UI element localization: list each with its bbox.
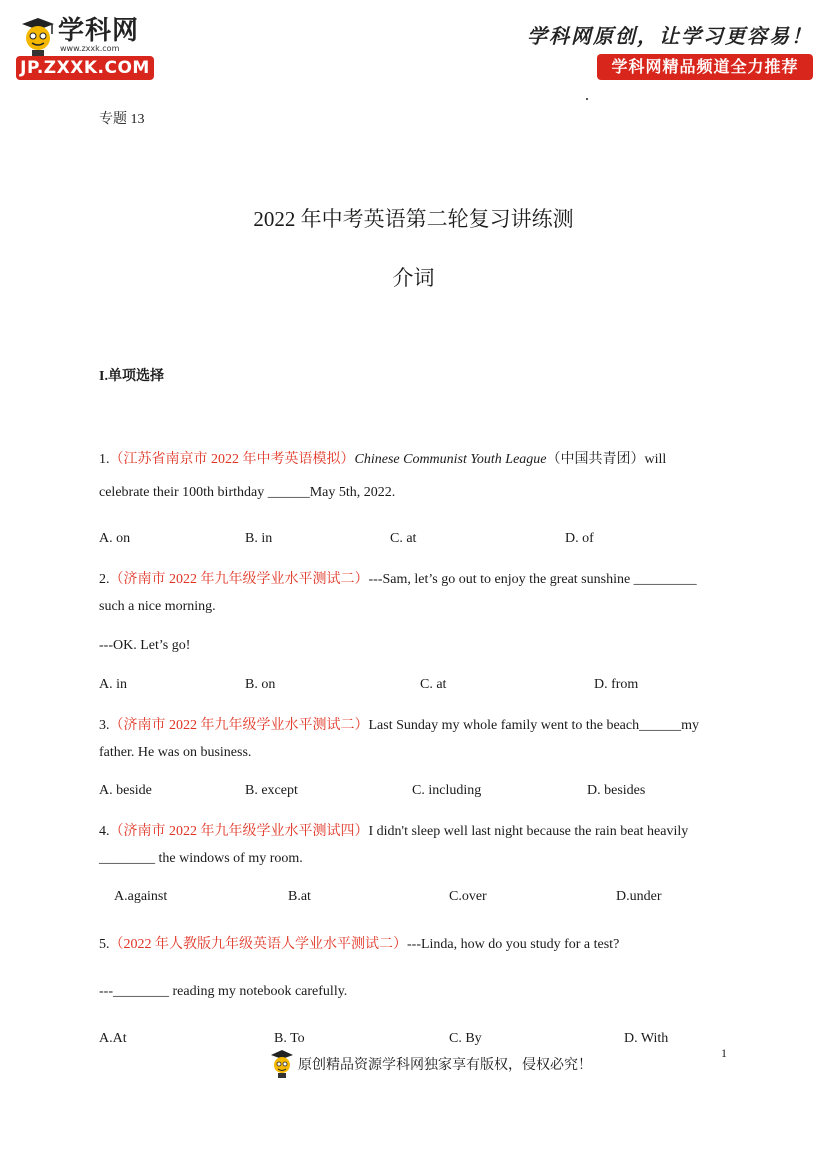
- question-1: [99, 446, 729, 506]
- logo-badge[interactable]: JP.ZXXK.COM: [16, 56, 154, 80]
- option-d[interactable]: D.under: [616, 889, 662, 904]
- option-b[interactable]: B.at: [288, 889, 311, 904]
- question-line: father. He was on business.: [99, 745, 252, 760]
- question-line: [99, 931, 729, 958]
- logo-title: 学科网: [58, 16, 140, 46]
- mascot-icon: [268, 1049, 296, 1079]
- question-italic: Chinese Communist Youth League: [354, 452, 547, 467]
- question-source: （2022 年人教版九年级英语人学业水平测试二）: [109, 937, 407, 952]
- copyright-notice: 原创精品资源学科网独家享有版权，侵权必究！: [298, 1058, 592, 1073]
- question-line: ________ the windows of my room.: [99, 851, 303, 866]
- option-c[interactable]: C.over: [449, 889, 487, 904]
- question-2: [99, 566, 729, 659]
- slogan: 学科网原创，让学习更容易！: [527, 24, 813, 48]
- question-line: [99, 566, 729, 593]
- logo[interactable]: [14, 12, 159, 82]
- question-number: 1.: [99, 452, 110, 467]
- option-c[interactable]: C. at: [390, 531, 417, 546]
- question-line: ---________ reading my notebook carefully.: [99, 984, 348, 999]
- option-d[interactable]: D. besides: [587, 783, 646, 798]
- question-text: （中国共青团）will: [546, 452, 667, 467]
- question-source: （济南市 2022 年九年级学业水平测试二）: [109, 718, 369, 733]
- option-d[interactable]: D. of: [565, 531, 594, 546]
- option-c[interactable]: C. at: [420, 677, 447, 692]
- option-a[interactable]: A. on: [99, 531, 131, 546]
- option-a[interactable]: A. beside: [99, 783, 152, 798]
- option-a[interactable]: A.against: [114, 889, 168, 904]
- question-number: 2.: [99, 572, 110, 587]
- question-3: [99, 712, 729, 766]
- option-b[interactable]: B. in: [245, 531, 273, 546]
- question-text: I didn't sleep well last night because the rain beat heavily: [368, 824, 689, 839]
- question-line: [99, 446, 729, 473]
- question-line: ---OK. Let’s go!: [99, 638, 191, 653]
- option-b[interactable]: B. except: [245, 783, 298, 798]
- mascot-icon: [18, 16, 58, 58]
- question-4: [99, 818, 729, 872]
- option-d[interactable]: D. from: [594, 677, 639, 692]
- section-heading: I.单项选择: [99, 369, 164, 384]
- page-title: 2022 年中考英语第二轮复习讲练测: [253, 207, 574, 231]
- option-d[interactable]: D. With: [624, 1031, 669, 1046]
- option-b[interactable]: B. on: [245, 677, 276, 692]
- logo-url: www.zxxk.com: [60, 44, 120, 53]
- question-line: [99, 712, 729, 739]
- option-c[interactable]: C. including: [412, 783, 482, 798]
- question-number: 4.: [99, 824, 110, 839]
- question-source: （济南市 2022 年九年级学业水平测试二）: [109, 572, 369, 587]
- question-text: Last Sunday my whole family went to the beach______my: [368, 718, 699, 733]
- question-text: ---Linda, how do you study for a test?: [407, 937, 620, 952]
- question-line: such a nice morning.: [99, 599, 216, 614]
- option-b[interactable]: B. To: [274, 1031, 305, 1046]
- option-a[interactable]: A.At: [99, 1031, 127, 1046]
- topic-label: 专题 13: [99, 112, 145, 127]
- question-line: celebrate their 100th birthday ______May 5th, 2022.: [99, 485, 396, 500]
- question-source: （济南市 2022 年九年级学业水平测试四）: [109, 824, 369, 839]
- stray-dot: [586, 98, 588, 100]
- question-source: （江苏省南京市 2022 年中考英语模拟）: [109, 452, 355, 467]
- question-line: [99, 818, 729, 845]
- question-number: 5.: [99, 937, 110, 952]
- page-subtitle: 介词: [392, 266, 435, 290]
- page-number: 1: [721, 1046, 727, 1060]
- option-c[interactable]: C. By: [449, 1031, 482, 1046]
- option-a[interactable]: A. in: [99, 677, 127, 692]
- question-number: 3.: [99, 718, 110, 733]
- question-5: [99, 931, 729, 1005]
- promo-banner[interactable]: 学科网精品频道全力推荐: [597, 54, 813, 80]
- question-text: ---Sam, let’s go out to enjoy the great sunshine _________: [368, 572, 697, 587]
